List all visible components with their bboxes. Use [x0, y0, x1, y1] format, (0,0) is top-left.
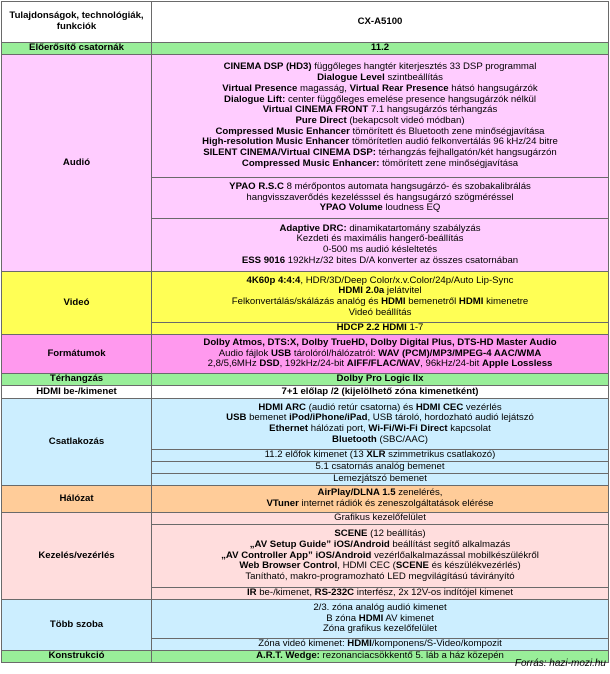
spec-text: magasság,	[297, 82, 350, 94]
spec-text: HDMI	[347, 638, 372, 650]
spec-text: HDCP 2.2	[336, 322, 380, 334]
spec-text: loudness EQ	[382, 202, 441, 214]
spec-text: AV kimenet	[383, 612, 434, 624]
category-label: Előerősítő csatornák	[2, 43, 152, 55]
spec-text: USB	[226, 412, 247, 424]
spec-value-cell	[152, 639, 609, 651]
spec-text: HDMI	[358, 612, 384, 624]
spec-text: Bluetooth	[332, 433, 377, 445]
spec-text: hálózati port,	[308, 423, 369, 434]
spec-text: interfész, 2x 12V-os indítójel kimenet	[354, 587, 514, 599]
spec-text: zenelérés,	[395, 487, 443, 499]
spec-line	[154, 323, 606, 334]
spec-text: szimmetrikus csatlakozó)	[385, 449, 496, 461]
spec-row-network	[2, 486, 609, 513]
spec-table	[1, 1, 609, 663]
spec-line	[154, 462, 606, 473]
category-label: Formátumok	[2, 335, 152, 374]
spec-row-formats	[2, 335, 609, 374]
spec-text: Compressed Music Enhancer:	[241, 157, 380, 169]
spec-text: tömörített és Bluetooth zene minőségjavítása	[349, 125, 545, 137]
spec-value-cell	[152, 386, 609, 399]
spec-value-cell	[152, 178, 609, 219]
spec-text: , HDMI CEC (	[337, 560, 396, 572]
spec-line	[154, 624, 606, 635]
spec-text: „AV Controller App” iOS/Android	[221, 549, 372, 561]
spec-text: Videó beállítás	[348, 306, 412, 318]
spec-row-multiroom	[2, 600, 609, 639]
spec-text: 2,8/5,6MHz	[207, 358, 260, 370]
spec-line	[154, 203, 606, 214]
spec-row-audio	[2, 55, 609, 178]
spec-text: 11.2	[370, 42, 390, 54]
spec-text: Virtual Presence	[222, 82, 298, 94]
spec-text: hátsó hangsugárzók	[448, 82, 538, 94]
spec-text: „AV Setup Guide” iOS/Android	[249, 538, 390, 550]
spec-text: Zóna grafikus kezelőfelület	[322, 623, 438, 635]
spec-text: HDMI CEC	[415, 401, 464, 413]
spec-text: VTuner	[266, 498, 299, 509]
header-property-cell: Tulajdonságok, technológiák, funkciók	[2, 2, 152, 43]
spec-text: 1-7	[406, 322, 424, 334]
spec-text: rezonanciacsökkentő 5. láb a ház közepén	[319, 650, 504, 662]
spec-text: HDMI	[458, 296, 484, 307]
spec-value-cell	[152, 399, 609, 450]
spec-text: , 96kHz/24-bit	[420, 358, 483, 370]
spec-text: Felkonvertálás/skálázás analóg és	[231, 296, 382, 307]
spec-text: 192kHz/32 bites D/A konverter az összes csatornában	[285, 254, 519, 266]
spec-text: 7.1 hangsugárzós térhangzás	[368, 104, 498, 116]
spec-text: Dolby Atmos, DTS:X, Dolby TrueHD, Dolby Digital Plus, DTS-HD Master Audio	[203, 336, 557, 348]
spec-value-cell	[152, 272, 609, 323]
spec-text: Zóna videó kimenet:	[258, 638, 348, 650]
spec-text: 5.1 csatornás analóg bemenet	[315, 461, 445, 473]
spec-text: vezérlőalkalmazással mobilkészülékről	[371, 549, 539, 561]
spec-row-pre	[2, 43, 609, 55]
category-label: Hálózat	[2, 486, 152, 513]
spec-text: , USB tároló, hordozható audió lejátszó	[367, 412, 534, 424]
spec-text: iPod/iPhone/iPad	[289, 412, 368, 424]
spec-text: (audió retúr csatorna) és	[305, 401, 416, 413]
spec-text: ESS 9016	[241, 254, 286, 266]
spec-text: 8 mérőpontos automata hangsugárzó- és szobakalibrálás	[283, 180, 531, 192]
spec-row-conn	[2, 399, 609, 450]
spec-line	[154, 308, 606, 319]
spec-value-cell	[152, 374, 609, 386]
spec-text: Kezdeti és maximális hangerő-beállítás	[296, 233, 464, 245]
spec-text: Dialogue Lift:	[224, 93, 286, 105]
spec-value-cell	[152, 600, 609, 639]
spec-text: Dolby Pro Logic IIx	[336, 373, 424, 385]
spec-value-cell	[152, 335, 609, 374]
header-model-cell: CX-A5100	[152, 2, 609, 43]
spec-text: HDMI 2.0a	[338, 285, 385, 297]
spec-text: HDMI	[381, 296, 406, 307]
spec-text: WAV (PCM)/MP3/MPEG-4 AAC/WMA	[378, 347, 542, 359]
spec-text: 0-500 ms audió késleltetés	[322, 244, 438, 255]
spec-value-cell	[152, 462, 609, 474]
category-label: Több szoba	[2, 600, 152, 651]
spec-text: Pure Direct	[295, 115, 347, 126]
spec-value-cell	[152, 43, 609, 55]
spec-text: térhangzás fejhallgatón/két hangsugárzón	[375, 147, 557, 159]
spec-text: HDMI	[382, 322, 407, 334]
spec-text: be-/kimenet,	[256, 587, 315, 599]
category-label: Kezelés/vezérlés	[2, 513, 152, 600]
spec-text: (SBC/AAC)	[376, 433, 428, 445]
spec-text: kapcsolat	[447, 423, 491, 434]
spec-text: CINEMA DSP (HD3)	[223, 61, 312, 73]
spec-text: Ethernet	[269, 423, 309, 434]
spec-text: , HDR/3D/Deep Color/x.v.Color/24p/Auto Lip-Sync	[300, 274, 514, 286]
spec-text: HDMI ARC	[258, 401, 306, 413]
spec-text: Adaptive DRC:	[279, 222, 347, 234]
spec-value-cell	[152, 588, 609, 600]
spec-text: YPAO Volume	[319, 202, 383, 214]
spec-text: A.R.T. Wedge:	[256, 650, 320, 662]
spec-text: High-resolution Music Enhancer	[202, 136, 350, 148]
spec-text: (bekapcsolt videó módban)	[346, 115, 465, 126]
spec-text: Wi-Fi/Wi-Fi Direct	[368, 423, 448, 434]
spec-text: szintbeállítás	[384, 72, 443, 84]
spec-line	[154, 474, 606, 485]
spec-table-body	[2, 2, 609, 663]
spec-text: 11.2 előfok kimenet (13	[264, 449, 367, 461]
spec-value-cell	[152, 525, 609, 588]
spec-text: IR	[246, 587, 257, 599]
spec-line	[154, 159, 606, 170]
category-label: Audió	[2, 55, 152, 272]
spec-text: beállítást segítő alkalmazás	[389, 538, 511, 550]
spec-text: RS-232C	[314, 587, 355, 599]
spec-row-hdmi	[2, 386, 609, 399]
spec-line	[154, 43, 606, 54]
spec-value-cell	[152, 513, 609, 525]
spec-text: bemenetről	[405, 296, 459, 307]
spec-row-surround	[2, 374, 609, 386]
category-label: HDMI be-/kimenet	[2, 386, 152, 399]
spec-text: Audio fájlok	[218, 347, 271, 359]
spec-row-video	[2, 272, 609, 323]
spec-text: bemenet	[246, 412, 290, 424]
category-label: Videó	[2, 272, 152, 335]
spec-text: Web Browser Control	[239, 560, 338, 572]
spec-text: tömörítetlen audió felkonvertálás 96 kHz/24 bitre	[349, 136, 558, 148]
spec-text: Compressed Music Enhancer	[215, 125, 350, 137]
spec-line	[154, 387, 606, 398]
spec-line	[154, 450, 606, 461]
spec-text: dinamikatartomány szabályzás	[346, 222, 481, 234]
spec-line	[154, 359, 606, 370]
spec-value-cell	[152, 450, 609, 462]
spec-value-cell	[152, 219, 609, 272]
spec-text: YPAO R.S.C	[229, 180, 284, 192]
spec-line	[154, 374, 606, 385]
header-row	[2, 2, 609, 43]
spec-text: 2/3. zóna analóg audió kimenet	[313, 601, 447, 613]
spec-text: DSD	[259, 358, 280, 370]
spec-line	[154, 256, 606, 267]
spec-line	[154, 513, 606, 524]
spec-text: Virtual CINEMA FRONT	[262, 104, 369, 116]
spec-text: 4K60p 4:4:4	[246, 274, 301, 286]
spec-text: SCENE	[395, 560, 429, 572]
category-label: Konstrukció	[2, 651, 152, 663]
spec-line	[154, 499, 606, 510]
source-credit: Forrás: hazi-mozi.hu	[514, 658, 606, 669]
spec-text: AIFF/FLAC/WAV	[346, 358, 421, 370]
spec-text: kimenetre	[483, 296, 529, 307]
spec-line	[154, 572, 606, 583]
spec-text: függőleges hangtér kiterjesztés 33 DSP programmal	[311, 61, 537, 73]
spec-value-cell	[152, 323, 609, 335]
spec-text: és készülékvezérlés)	[428, 560, 521, 572]
spec-text: Lemezjátszó bemenet	[333, 473, 427, 485]
spec-value-cell	[152, 486, 609, 513]
spec-text: Grafikus kezelőfelület	[334, 512, 426, 524]
spec-text: XLR	[366, 449, 386, 461]
spec-text: B zóna	[326, 612, 359, 624]
spec-text: (12 beállítás)	[367, 528, 426, 540]
spec-row-control	[2, 513, 609, 525]
category-label: Csatlakozás	[2, 399, 152, 486]
spec-text: Apple Lossless	[482, 358, 553, 370]
spec-text: tárolóról/hálózatról:	[291, 347, 379, 359]
spec-line	[154, 435, 606, 446]
spec-text: tömörített zene minőségjavítása	[379, 157, 519, 169]
spec-text: Virtual Rear Presence	[349, 82, 449, 94]
spec-text: , 192kHz/24-bit	[279, 358, 347, 370]
spec-text: jelátvitel	[384, 285, 422, 297]
category-label: Térhangzás	[2, 374, 152, 386]
spec-text: center függőleges emelése presence hangsugárzók nélkül	[285, 93, 536, 105]
spec-text: AirPlay/DLNA 1.5	[317, 487, 396, 499]
spec-text: hangvisszaverődés kezelésssel és hangsugárzó szögméréssel	[246, 191, 514, 203]
spec-text: SILENT CINEMA/Virtual CINEMA DSP:	[203, 147, 376, 159]
spec-text: /komponens/S-Video/kompozit	[371, 638, 502, 650]
spec-text: Dialogue Level	[317, 72, 385, 84]
spec-text: SCENE	[334, 528, 368, 540]
spec-line	[154, 588, 606, 599]
spec-text: Tanítható, makro-programozható LED megvilágítású távirányító	[245, 571, 515, 583]
spec-value-cell	[152, 474, 609, 486]
spec-text: 7+1 előlap /2 (kijelölhető zóna kimenetként)	[281, 385, 479, 397]
spec-text: internet rádiók és zeneszolgáltatások elérése	[298, 498, 494, 509]
spec-value-cell	[152, 55, 609, 178]
spec-text: USB	[270, 347, 292, 359]
spec-text: vezérlés	[463, 401, 502, 413]
spec-line	[154, 639, 606, 650]
